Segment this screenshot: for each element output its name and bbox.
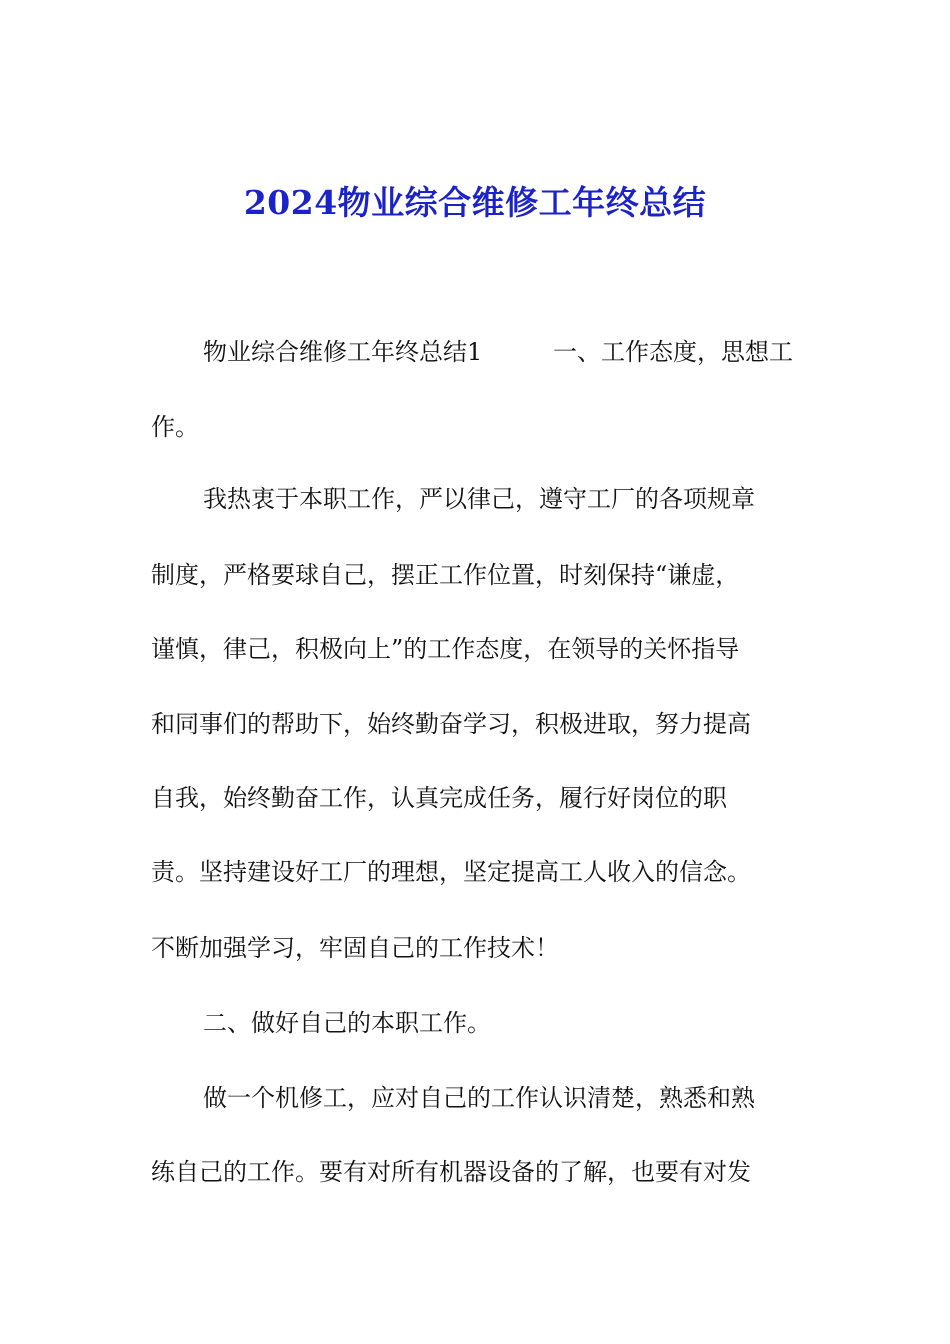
text-line: 不断加强学习，牢固自己的工作技术！ bbox=[151, 934, 559, 962]
text-line: 自我，始终勤奋工作，认真完成任务，履行好岗位的职 bbox=[151, 784, 727, 812]
text-line: 作。 bbox=[151, 413, 199, 441]
document-title: 2024物业综合维修工年终总结 bbox=[243, 183, 707, 222]
text-line: 我热衷于本职工作，严以律己，遵守工厂的各项规章 bbox=[203, 485, 755, 513]
text-line: 责。坚持建设好工厂的理想，坚定提高工人收入的信念。 bbox=[151, 858, 751, 886]
text-line: 练自己的工作。要有对所有机器设备的了解，也要有对发 bbox=[151, 1158, 751, 1186]
text-line: 一、工作态度，思想工 bbox=[553, 338, 793, 366]
text-line: 做一个机修工，应对自己的工作认识清楚，熟悉和熟 bbox=[203, 1084, 755, 1112]
text-line: 谨慎，律己，积极向上”的工作态度，在领导的关怀指导 bbox=[151, 635, 740, 663]
text-line: 和同事们的帮助下，始终勤奋学习，积极进取，努力提高 bbox=[151, 710, 751, 738]
text-line: 制度，严格要球自己，摆正工作位置，时刻保持“谦虚， bbox=[151, 561, 740, 589]
text-line: 二、做好自己的本职工作。 bbox=[203, 1009, 491, 1037]
text-line: 物业综合维修工年终总结1 bbox=[203, 338, 483, 366]
